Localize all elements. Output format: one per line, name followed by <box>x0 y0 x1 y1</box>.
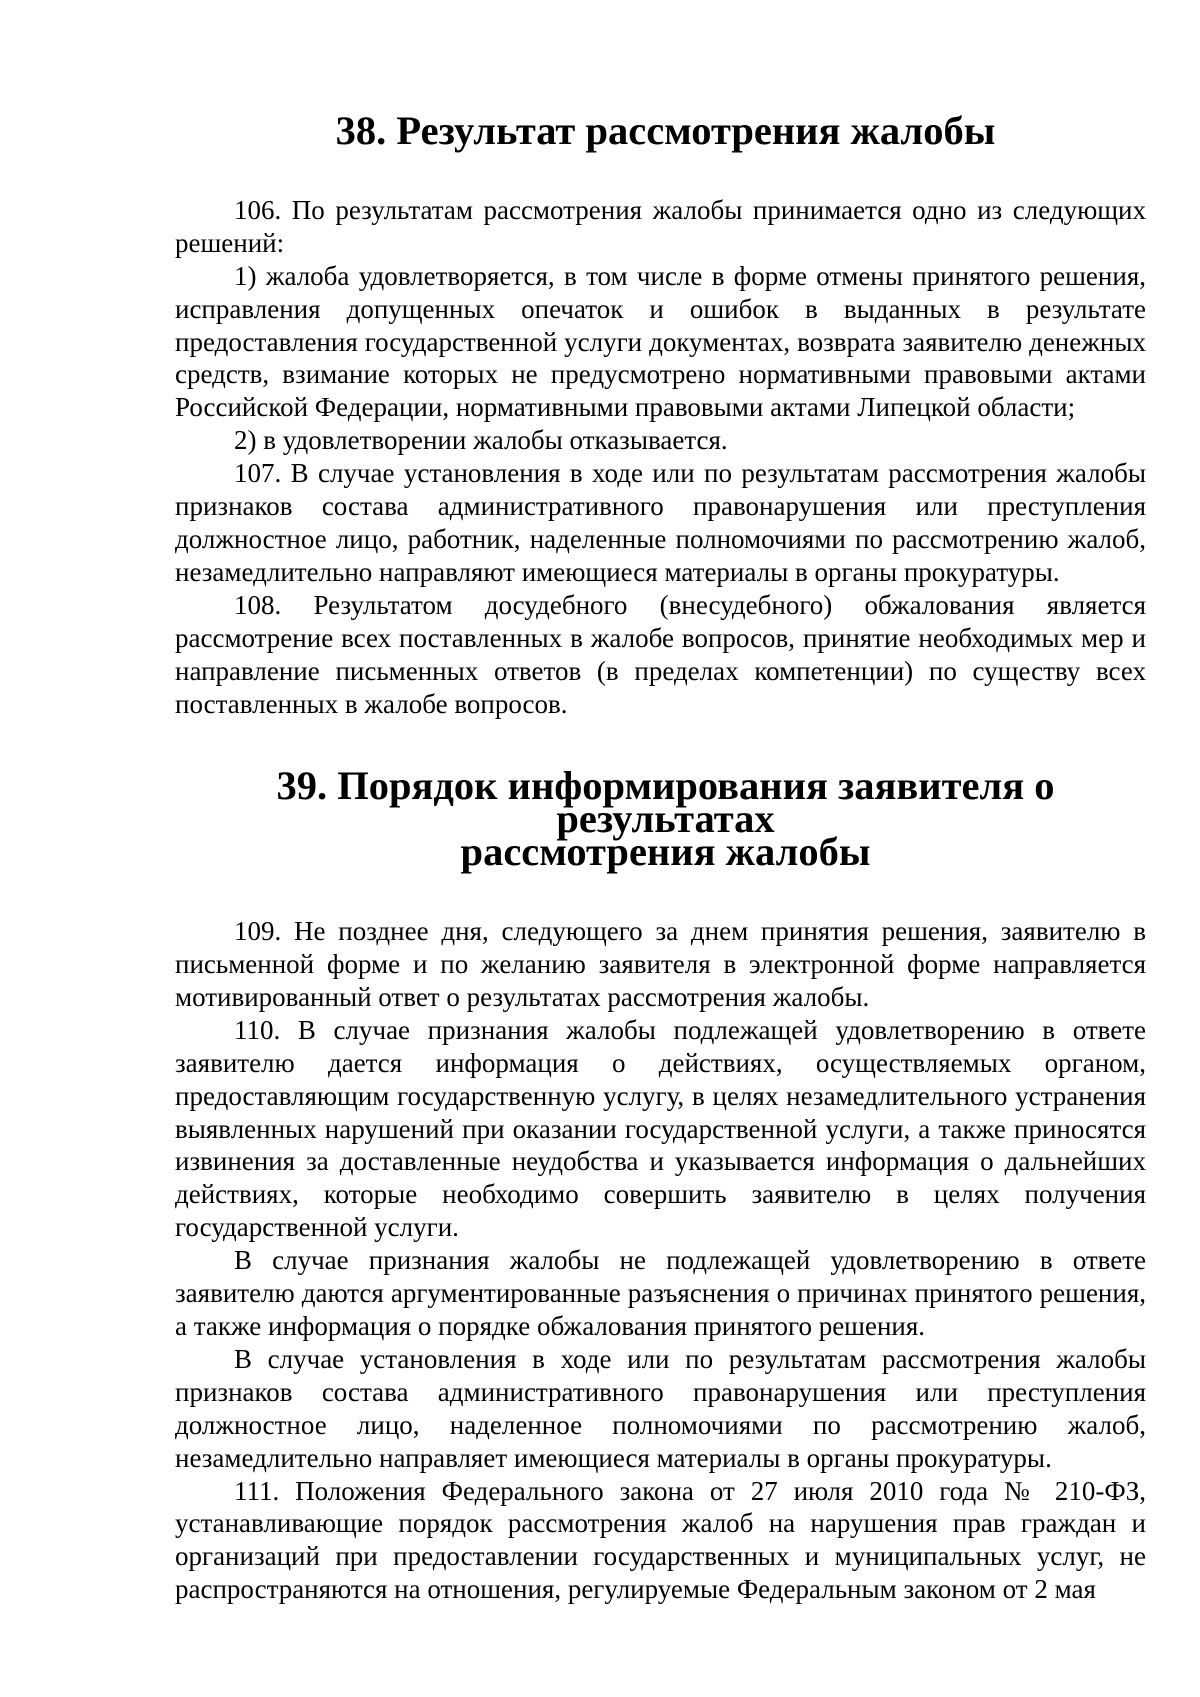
paragraph-111: 111. Положения Федерального закона от 27 июля 2010 года № 210-ФЗ, устанавливающие порядок рассмотрения жалоб на нарушения прав граждан и организаций при предоставлении государственных и муниципальных услуг, не распространяются на отношения, регулируемые Федеральным законом от 2 мая <box>175 1475 1146 1605</box>
section-38-heading: 38. Результат рассмотрения жалобы <box>335 108 996 153</box>
paragraph-106: 106. По результатам рассмотрения жалобы принимается одно из следующих решений: <box>175 194 1146 258</box>
paragraph-109: 109. Не позднее дня, следующего за днем принятия решения, заявителю в письменной форме и по желанию заявителя в электронной форме направляется мотивированный ответ о результатах рассмотрения жалобы. <box>175 916 1146 1012</box>
paragraph-108: 108. Результатом досудебного (внесудебного) обжалования является рассмотрение всех поставленных в жалобе вопросов, принятие необходимых мер и направление письменных ответов (в пределах компетенции) по существу всех поставленных в жалобе вопросов. <box>175 589 1146 719</box>
paragraph-106-item-1: 1) жалоба удовлетворяется, в том числе в форме отмены принятого решения, исправления допущенных опечаток и ошибок в выданных в результате предоставления государственной услуги документах, возврата заявителю денежных средств, взимание которых не предусмотрено нормативными правовыми актами Российской Федерации, нормативными правовыми актами Липецкой области; <box>175 260 1146 423</box>
section-39-heading-line-1: 39. Порядок информирования заявителя о результатах <box>276 763 1055 842</box>
paragraph-107: 107. В случае установления в ходе или по результатам рассмотрения жалобы признаков состава административного правонарушения или преступления должностное лицо, работник, наделенные полномочиями по рассмотрению жалоб, незамедлительно направляют имеющиеся материалы в органы прокуратуры. <box>175 458 1146 587</box>
paragraph-110-prosecution: В случае установления в ходе или по результатам рассмотрения жалобы признаков состава административного правонарушения или преступления должностное лицо, наделенное полномочиями по рассмотрению жалоб, незамедлительно направляет имеющиеся материалы в органы прокуратуры. <box>175 1343 1146 1473</box>
paragraph-110-rejection: В случае признания жалобы не подлежащей удовлетворению в ответе заявителю даются аргументированные разъяснения о причинах принятого решения, а также информация о порядке обжалования принятого решения. <box>175 1245 1146 1341</box>
section-39-heading-line-2: рассмотрения жалобы <box>460 829 871 875</box>
paragraph-106-item-2: 2) в удовлетворении жалобы отказывается. <box>234 425 728 456</box>
document-page <box>175 0 1146 1606</box>
paragraph-110: 110. В случае признания жалобы подлежащей удовлетворению в ответе заявителю дается информация о действиях, осуществляемых органом, предоставляющим государственную услугу, в целях незамедлительного устранения выявленных нарушений при оказании государственной услуги, а также приносятся извинения за доставленные неудобства и указывается информация о дальнейших действиях, которые необходимо совершить заявителю в целях получения государственной услуги. <box>175 1014 1146 1243</box>
section-39-heading <box>175 763 1146 875</box>
